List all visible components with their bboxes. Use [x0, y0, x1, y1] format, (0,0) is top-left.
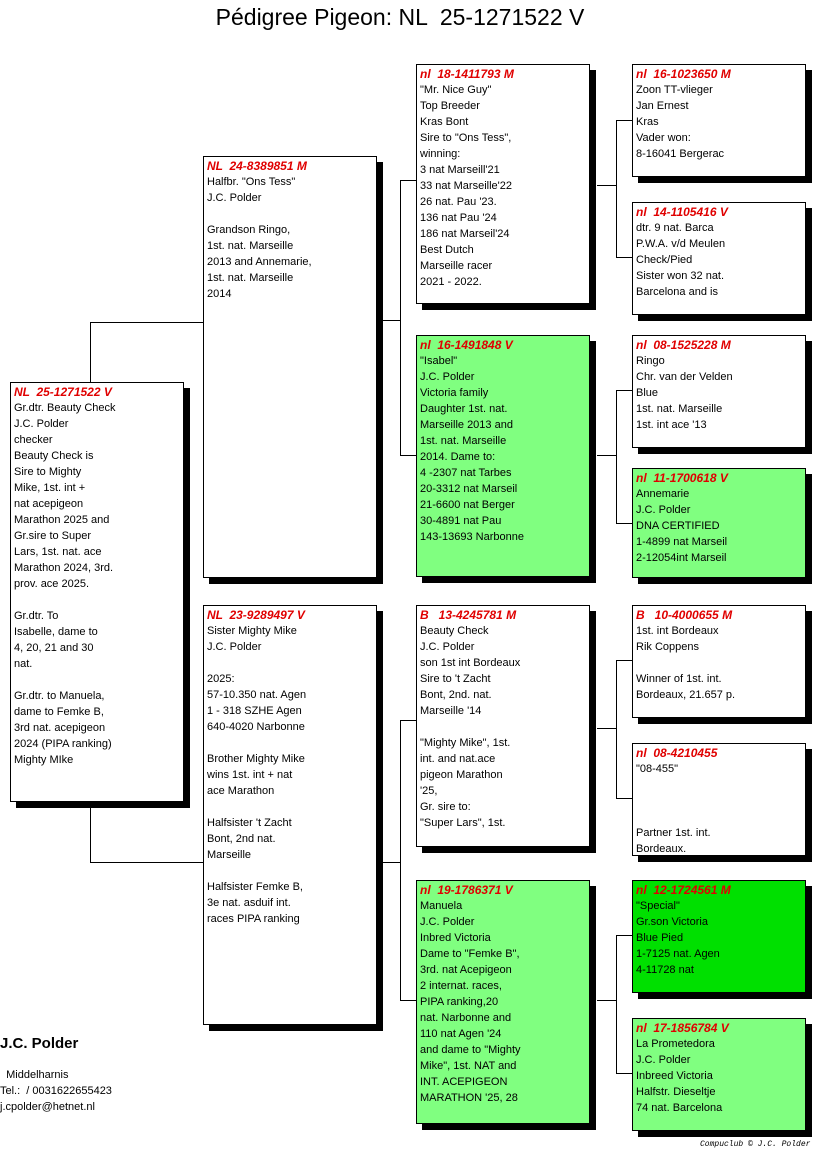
ring-number: nl 18-1411793 M: [420, 67, 514, 81]
connector-line: [90, 862, 204, 863]
card-notes: Annemarie J.C. Polder DNA CERTIFIED 1-4899 nat Marseil 2-12054int Marseil: [636, 488, 728, 564]
card-notes: "Mr. Nice Guy" Top Breeder Kras Bont Sire to "Ons Tess", winning: 3 nat Marseill'21 33 nat Marseille'22 26 nat. Pau '23. 136 nat Pau '24 186 nat Marseil'24 Best Dutch Marseille racer 2021 - 2022.: [420, 84, 512, 288]
connector-line: [400, 180, 401, 455]
ring-number: nl 17-1856784 V: [636, 1021, 729, 1035]
ring-number: nl 16-1023650 M: [636, 67, 731, 81]
connector-line: [616, 120, 617, 257]
connector-line: [616, 523, 632, 524]
ring-number: nl 16-1491848 V: [420, 338, 513, 352]
connector-line: [616, 660, 617, 798]
connector-line: [616, 390, 617, 523]
card-notes: "Special" Gr.son Victoria Blue Pied 1-7125 nat. Agen 4-11728 nat: [636, 900, 720, 976]
dam-dam-card: [416, 880, 590, 1124]
ring-number: nl 12-1724561 M: [636, 883, 731, 897]
ring-number: B 10-4000655 M: [636, 608, 733, 622]
connector-line: [597, 1000, 617, 1001]
card-notes: "08-455" Partner 1st. int. Bordeaux.: [636, 763, 711, 855]
dam-dam-dam-card: [632, 1018, 806, 1131]
connector-line: [400, 720, 401, 1000]
sire-card: [203, 156, 377, 578]
ring-number: nl 14-1105416 V: [636, 205, 728, 219]
ring-number: nl 08-4210455: [636, 746, 718, 760]
sire-dam-card: [416, 335, 590, 577]
ring-number: nl 11-1700618 V: [636, 471, 728, 485]
card-notes: Zoon TT-vlieger Jan Ernest Kras Vader won: 8-16041 Bergerac: [636, 84, 725, 160]
connector-line: [616, 798, 632, 799]
page-title: Pédigree Pigeon: NL 25-1271522 V: [215, 4, 585, 30]
connector-line: [400, 180, 416, 181]
connector-line: [616, 257, 632, 258]
card-notes: dtr. 9 nat. Barca P.W.A. v/d Meulen Check/Pied Sister won 32 nat. Barcelona and is: [636, 222, 726, 298]
connector-line: [377, 320, 401, 321]
ring-number: NL 25-1271522 V: [14, 385, 112, 399]
connector-line: [616, 390, 632, 391]
card-notes: Halfbr. "Ons Tess" J.C. Polder Grandson Ringo, 1st. nat. Marseille 2013 and Annemarie, 1st. nat. Marseille 2014: [207, 176, 312, 300]
ring-number: NL 24-8389851 M: [207, 159, 307, 173]
breeder-name: J.C. Polder: [0, 1035, 79, 1052]
ring-number: B 13-4245781 M: [420, 608, 517, 622]
connector-line: [400, 455, 416, 456]
connector-line: [90, 802, 91, 862]
card-notes: Gr.dtr. Beauty Check J.C. Polder checker Beauty Check is Sire to Mighty Mike, 1st. int + nat acepigeon Marathon 2025 and Gr.sire to Super Lars, 1st. nat. ace Marathon 2024, 3rd. prov. ace 2025. Gr.dtr. To Isabelle, dame to 4, 20, 21 and 30 nat. Gr.dtr. to Manuela, dame to Femke B, 3rd nat. acepigeon 2024 (PIPA ranking) Mighty MIke: [14, 402, 116, 766]
ring-number: NL 23-9289497 V: [207, 608, 305, 622]
dam-sire-sire-card: [632, 605, 806, 718]
connector-line: [377, 862, 401, 863]
dam-card: [203, 605, 377, 1025]
card-notes: Manuela J.C. Polder Inbred Victoria Dame to "Femke B", 3rd. nat Acepigeon 2 internat. races, PIPA ranking,20 nat. Narbonne and 110 nat Agen '24 and dame to "Mighty Mike", 1st. NAT and INT. ACEPIGEON MARATHON '25, 28: [420, 900, 521, 1104]
subject-card: [10, 382, 184, 802]
breeder-info: [0, 1035, 112, 1115]
card-notes: Beauty Check J.C. Polder son 1st int Bordeaux Sire to 't Zacht Bont, 2nd. nat. Marseille '14 "Mighty Mike", 1st. int. and nat.ace pigeon Marathon '25, Gr. sire to: "Super Lars", 1st.: [420, 625, 521, 829]
connector-line: [616, 120, 632, 121]
connector-line: [400, 720, 416, 721]
footer-credit: Compuclub © J.C. Polder: [700, 1140, 811, 1149]
connector-line: [400, 1000, 416, 1001]
card-notes: Ringo Chr. van der Velden Blue 1st. nat. Marseille 1st. int ace '13: [636, 355, 733, 431]
card-notes: "Isabel" J.C. Polder Victoria family Daughter 1st. nat. Marseille 2013 and 1st. nat. Marseille 2014. Dame to: 4 -2307 nat Tarbes 20-3312 nat Marseil 21-6600 nat Berger 30-4891 nat Pau 143-13693 Narbonne: [420, 355, 524, 543]
connector-line: [90, 322, 91, 384]
ring-number: nl 08-1525228 M: [636, 338, 731, 352]
card-notes: 1st. int Bordeaux Rik Coppens Winner of 1st. int. Bordeaux, 21.657 p.: [636, 625, 736, 701]
sire-dam-sire-card: [632, 335, 806, 448]
connector-line: [616, 935, 617, 1073]
ring-number: nl 19-1786371 V: [420, 883, 513, 897]
dam-sire-card: [416, 605, 590, 847]
connector-line: [616, 660, 632, 661]
sire-dam-dam-card: [632, 468, 806, 578]
connector-line: [597, 455, 617, 456]
card-notes: Sister Mighty Mike J.C. Polder 2025: 57-10.350 nat. Agen 1 - 318 SZHE Agen 640-4020 Narbonne Brother Mighty Mike wins 1st. int + nat ace Marathon Halfsister 't Zacht Bont, 2nd nat. Marseille Halfsister Femke B, 3e nat. asduif int. races PIPA ranking: [207, 625, 307, 925]
breeder-email: j.cpolder@hetnet.nl: [0, 1101, 95, 1113]
breeder-phone: Tel.: / 0031622655423: [0, 1085, 112, 1097]
sire-sire-dam-card: [632, 202, 806, 315]
connector-line: [616, 1073, 632, 1074]
dam-sire-dam-card: [632, 743, 806, 856]
sire-sire-card: [416, 64, 590, 304]
connector-line: [597, 728, 617, 729]
connector-line: [597, 185, 617, 186]
card-notes: La Prometedora J.C. Polder Inbreed Victoria Halfstr. Dieseltje 74 nat. Barcelona: [636, 1038, 723, 1114]
sire-sire-sire-card: [632, 64, 806, 177]
breeder-city: Middelharnis: [0, 1069, 69, 1081]
connector-line: [616, 935, 632, 936]
connector-line: [90, 322, 204, 323]
dam-dam-sire-card: [632, 880, 806, 993]
